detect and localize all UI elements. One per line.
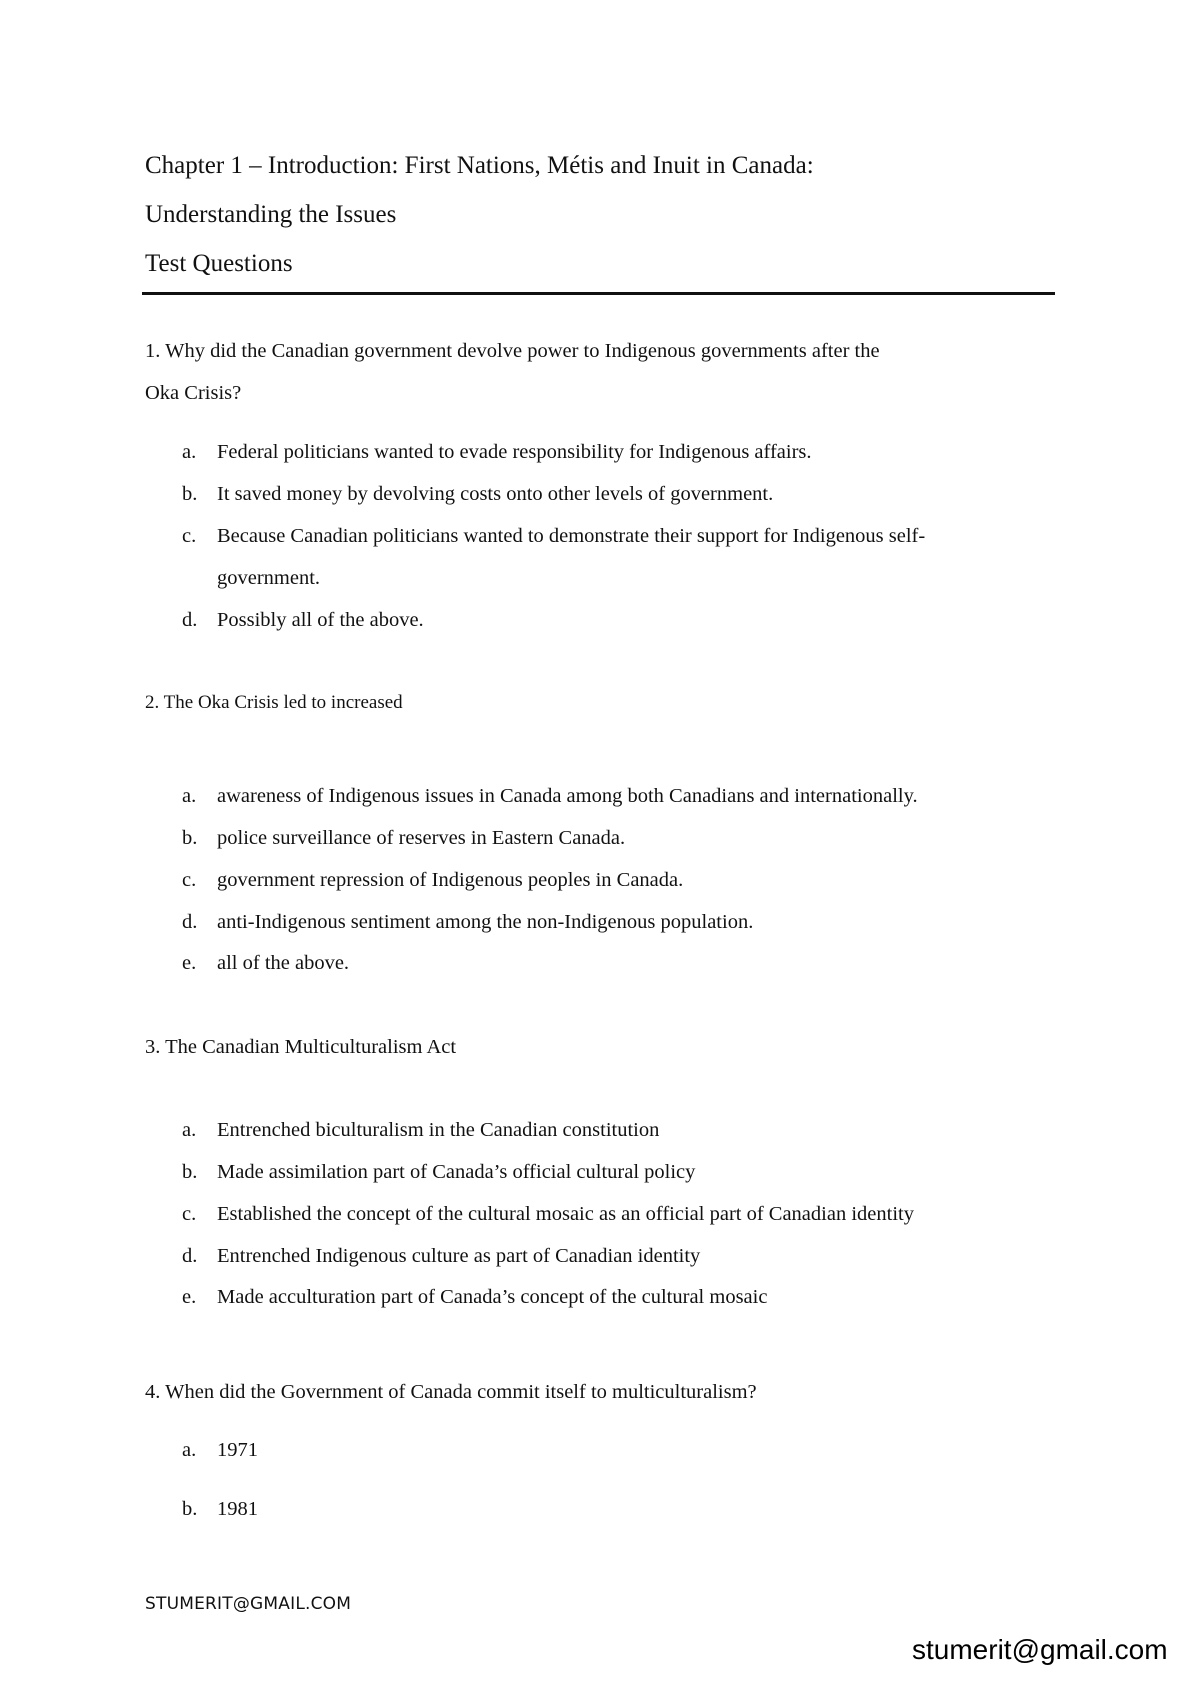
- header-divider: [142, 292, 1055, 295]
- option-letter: d.: [182, 1245, 198, 1267]
- option-text: Established the concept of the cultural mosaic as an official part of Canadian identity: [217, 1203, 914, 1225]
- option-text: government repression of Indigenous peoples in Canada.: [217, 869, 684, 891]
- option-text: awareness of Indigenous issues in Canada among both Canadians and internationally.: [217, 785, 918, 807]
- option-letter: d.: [182, 911, 198, 933]
- option-text: Entrenched Indigenous culture as part of Canadian identity: [217, 1245, 701, 1267]
- question-stem: 2. The Oka Crisis led to increased: [145, 692, 403, 713]
- option-letter: c.: [182, 869, 197, 891]
- option-text: Because Canadian politicians wanted to demonstrate their support for Indigenous self-: [217, 525, 926, 547]
- option-letter: d.: [182, 609, 198, 631]
- question-stem: 4. When did the Government of Canada commit itself to multiculturalism?: [145, 1381, 757, 1403]
- option-text: Made assimilation part of Canada’s official cultural policy: [217, 1161, 696, 1183]
- option-letter: a.: [182, 441, 197, 463]
- document-header: [145, 141, 1055, 288]
- option-text: Entrenched biculturalism in the Canadian constitution: [217, 1119, 660, 1141]
- option-text: It saved money by devolving costs onto other levels of government.: [217, 483, 774, 505]
- question-stem: 1. Why did the Canadian government devolve power to Indigenous governments after the: [145, 340, 880, 362]
- option-text: Possibly all of the above.: [217, 609, 424, 631]
- option-letter: b.: [182, 1161, 198, 1183]
- option-text: Federal politicians wanted to evade responsibility for Indigenous affairs.: [217, 441, 812, 463]
- option-letter: b.: [182, 827, 198, 849]
- option-text: anti-Indigenous sentiment among the non-Indigenous population.: [217, 911, 754, 933]
- chapter-title: Chapter 1 – Introduction: First Nations, Métis and Inuit in Canada:: [145, 152, 814, 179]
- option-letter: a.: [182, 785, 197, 807]
- option-letter: b.: [182, 483, 198, 505]
- option-letter: a.: [182, 1119, 197, 1141]
- option-text: Made acculturation part of Canada’s concept of the cultural mosaic: [217, 1286, 768, 1308]
- option-letter: e.: [182, 952, 197, 974]
- footer-email: STUMERIT@GMAIL.COM: [145, 1594, 352, 1614]
- option-letter: e.: [182, 1286, 197, 1308]
- section-label: Test Questions: [145, 250, 293, 277]
- watermark-email: stumerit@gmail.com: [912, 1634, 1168, 1665]
- option-letter: a.: [182, 1439, 197, 1461]
- question-stem: 3. The Canadian Multiculturalism Act: [145, 1036, 457, 1058]
- option-text-continued: government.: [217, 567, 321, 589]
- option-letter: c.: [182, 1203, 197, 1225]
- option-letter: c.: [182, 525, 197, 547]
- chapter-subtitle: Understanding the Issues: [145, 201, 397, 228]
- option-text: 1971: [217, 1439, 258, 1461]
- option-letter: b.: [182, 1498, 198, 1520]
- option-text: all of the above.: [217, 952, 350, 974]
- question-stem-continued: Oka Crisis?: [145, 382, 242, 404]
- option-text: police surveillance of reserves in Eastern Canada.: [217, 827, 626, 849]
- option-text: 1981: [217, 1498, 258, 1520]
